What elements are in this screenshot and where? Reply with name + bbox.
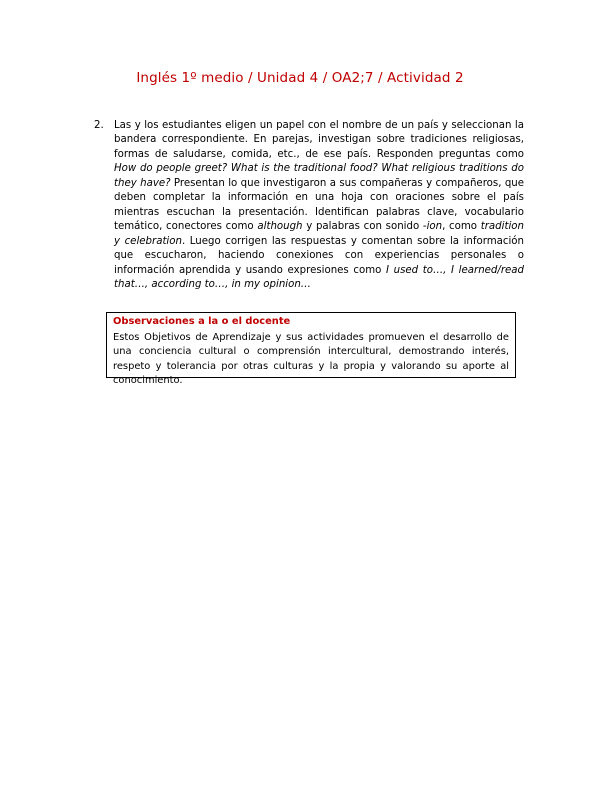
activity-text-part: Las y los estudiantes eligen un papel con el nombre de un país y seleccionan la bandera correspondiente. En parejas, investigan sobre tradiciones religiosas, formas de saludarse, comida, etc., de ese país. Responden preguntas como xyxy=(114,120,524,160)
expression-examples: I used to…, I learned/read that…, according to…, in my opinion… xyxy=(114,264,525,290)
example-questions: How do people greet? What is the traditional food? What religious traditions do they have? xyxy=(114,163,524,189)
activity-text-part: , como xyxy=(442,221,481,233)
observations-text: Estos Objetivos de Aprendizaje y sus actividades promueven el desarrollo de una conciencia cultural o comprensión intercultural, demostrando interés, respeto y tolerancia por otras culturas y la propia y valorando su aporte al conocimiento. xyxy=(113,332,509,386)
connector-example: although xyxy=(257,221,303,233)
activity-number: 2. xyxy=(94,120,104,131)
observations-heading: Observaciones a la o el docente xyxy=(113,316,291,327)
activity-item xyxy=(94,119,524,292)
observations-box xyxy=(106,312,516,386)
word-examples: tradition y celebration xyxy=(114,221,524,247)
activity-text-part: . Luego corrigen las respuestas y comentan sobre la información que escucharon, haciendo conexiones con experiencias personales o información aprendida y usando expresiones como xyxy=(114,235,524,276)
activity-text xyxy=(114,119,524,292)
activity-text-part: y palabras con sonido xyxy=(302,221,423,233)
suffix-example: -ion xyxy=(422,221,443,233)
page-title: Inglés 1º medio / Unidad 4 / OA2;7 / Actividad 2 xyxy=(136,70,464,86)
activity-text-part: Presentan lo que investigaron a sus compañeras y compañeros, que deben completar la información en una hoja con oraciones sobre el país mientras escuchan la presentación. Identifican palabras clave, vocabulario temático, conectores como xyxy=(114,177,525,233)
